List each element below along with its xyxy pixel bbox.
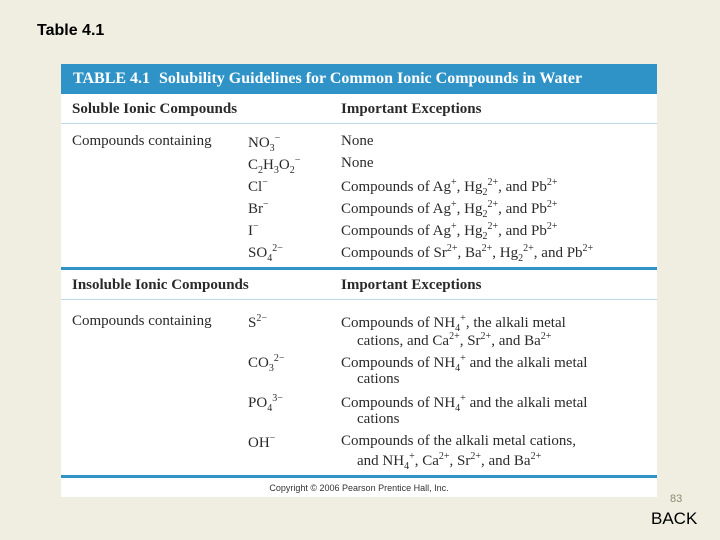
exception-carbonate-1: Compounds of $NH_4^+$ and the alkali metal <box>341 353 588 374</box>
divider <box>61 299 657 300</box>
exception-sulfate: Compounds of $Sr^{2+}$, $Ba^{2+}$, $Hg_2^{2+}$, and $Pb^{2+}$ <box>341 243 594 264</box>
exception-sulfide-1: Compounds of $NH_4^+$, the alkali metal <box>341 313 566 334</box>
phosphate-ion: $PO_4^{3-}$ <box>248 393 283 414</box>
hydroxide-ion: OH− <box>248 433 276 451</box>
soluble-header: Soluble Ionic Compounds <box>72 101 238 117</box>
insoluble-exceptions-header: Important Exceptions <box>341 277 482 293</box>
chloride-ion: Cl− <box>248 177 268 195</box>
insoluble-header: Insoluble Ionic Compounds <box>72 277 249 293</box>
section-divider <box>61 267 657 270</box>
exception-bromide: Compounds of Ag+, $Hg_2^{2+}$, and $Pb^{2+}$ <box>341 199 558 220</box>
soluble-exceptions-header: Important Exceptions <box>341 101 482 117</box>
nitrate-ion: $NO_3^-$ <box>248 133 281 154</box>
divider <box>61 123 657 124</box>
slide-title: Table 4.1 <box>37 22 105 39</box>
back-button[interactable]: BACK <box>651 509 698 528</box>
sulfate-ion: $SO_4^{2-}$ <box>248 243 283 264</box>
acetate-ion: $C_2H_3O_2^-$ <box>248 155 301 176</box>
exception-none: None <box>341 155 374 171</box>
bottom-rule <box>61 475 657 478</box>
exception-phosphate-2: cations <box>357 411 400 427</box>
iodide-ion: I− <box>248 221 259 239</box>
sulfide-ion: $S^{2-}$ <box>248 313 267 331</box>
insoluble-row-label: Compounds containing <box>72 313 212 329</box>
exception-chloride: Compounds of Ag+, $Hg_2^{2+}$, and $Pb^{2+}$ <box>341 177 558 198</box>
soluble-row-label: Compounds containing <box>72 133 212 149</box>
exception-hydroxide-2: and $NH_4^+$, $Ca^{2+}$, $Sr^{2+}$, and $Ba^{2+}$ <box>357 451 542 472</box>
page-number: 83 <box>670 493 683 505</box>
exception-iodide: Compounds of Ag+, $Hg_2^{2+}$, and $Pb^{2+}$ <box>341 221 558 242</box>
table-label: TABLE 4.1 <box>73 70 151 87</box>
exception-carbonate-2: cations <box>357 371 400 387</box>
table-banner <box>61 64 657 94</box>
exception-hydroxide-1: Compounds of the alkali metal cations, <box>341 433 576 449</box>
exception-phosphate-1: Compounds of $NH_4^+$ and the alkali metal <box>341 393 588 414</box>
exception-none: None <box>341 133 374 149</box>
solubility-table <box>61 64 657 497</box>
bromide-ion: Br− <box>248 199 269 217</box>
table-title: Solubility Guidelines for Common Ionic Compounds in Water <box>159 70 583 87</box>
exception-sulfide-2: cations, and $Ca^{2+}$, $Sr^{2+}$, and $Ba^{2+}$ <box>357 331 552 349</box>
copyright-text: Copyright © 2006 Pearson Prentice Hall, Inc. <box>269 483 449 493</box>
carbonate-ion: $CO_3^{2-}$ <box>248 353 285 374</box>
